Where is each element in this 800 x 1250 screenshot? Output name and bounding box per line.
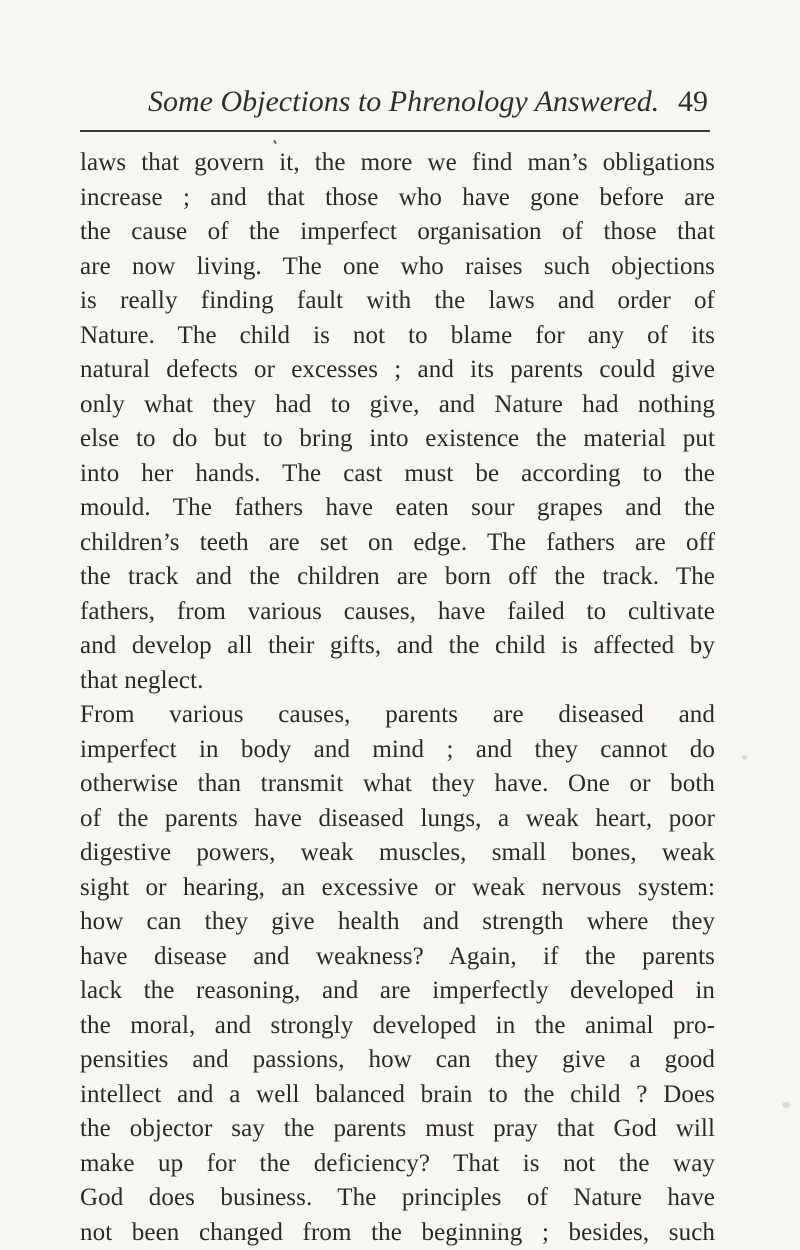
text-line-14: fathers, from various causes, have failed to cultivate [80, 595, 715, 630]
text-line-31: God does business. The principles of Nature have [80, 1181, 715, 1216]
paper-speck [742, 755, 747, 760]
text-line-29: the objector say the parents must pray that God will [80, 1112, 715, 1147]
text-line-15: and develop all their gifts, and the child is affected by [80, 629, 715, 664]
text-line-21: digestive powers, weak muscles, small bones, weak [80, 836, 715, 871]
text-line-13: the track and the children are born off the track. The [80, 560, 715, 595]
text-line-22: sight or hearing, an excessive or weak nervous system: [80, 871, 715, 906]
text-line-4: are now living. The one who raises such objections [80, 250, 715, 285]
text-line-20: of the parents have diseased lungs, a weak heart, poor [80, 802, 715, 837]
header-rule [80, 130, 710, 132]
running-head [78, 82, 708, 122]
text-line-2: increase ; and that those who have gone before are [80, 181, 715, 216]
text-line-19: otherwise than transmit what they have. One or both [80, 767, 715, 802]
running-title: Some Objections to Phrenology Answered. [148, 82, 659, 122]
text-line-30: make up for the deficiency? That is not the way [80, 1147, 715, 1182]
text-line-12: children’s teeth are set on edge. The fathers are off [80, 526, 715, 561]
text-line-8: only what they had to give, and Nature had nothing [80, 388, 715, 423]
text-line-18: imperfect in body and mind ; and they cannot do [80, 733, 715, 768]
text-line-7: natural defects or excesses ; and its parents could give [80, 353, 715, 388]
text-line-16: that neglect. [80, 664, 715, 699]
paper-speck [782, 1102, 790, 1108]
text-line-17: From various causes, parents are diseased and [80, 698, 715, 733]
text-line-26: the moral, and strongly developed in the animal pro- [80, 1009, 715, 1044]
text-line-24: have disease and weakness? Again, if the parents [80, 940, 715, 975]
text-line-9: else to do but to bring into existence the material put [80, 422, 715, 457]
text-line-1: laws that govern it, the more we find man’s obligations [80, 146, 715, 181]
text-line-28: intellect and a well balanced brain to the child ? Does [80, 1078, 715, 1113]
page-number: 49 [678, 82, 708, 122]
body-text [80, 146, 715, 1250]
text-line-3: the cause of the imperfect organisation of those that [80, 215, 715, 250]
printer-mark [273, 140, 277, 144]
text-line-5: is really finding fault with the laws and order of [80, 284, 715, 319]
text-line-6: Nature. The child is not to blame for any of its [80, 319, 715, 354]
text-line-27: pensities and passions, how can they give a good [80, 1043, 715, 1078]
text-line-32: not been changed from the beginning ; besides, such [80, 1216, 715, 1250]
paper-speck [498, 1222, 502, 1226]
text-line-23: how can they give health and strength where they [80, 905, 715, 940]
text-line-25: lack the reasoning, and are imperfectly developed in [80, 974, 715, 1009]
text-line-10: into her hands. The cast must be according to the [80, 457, 715, 492]
text-line-11: mould. The fathers have eaten sour grapes and the [80, 491, 715, 526]
